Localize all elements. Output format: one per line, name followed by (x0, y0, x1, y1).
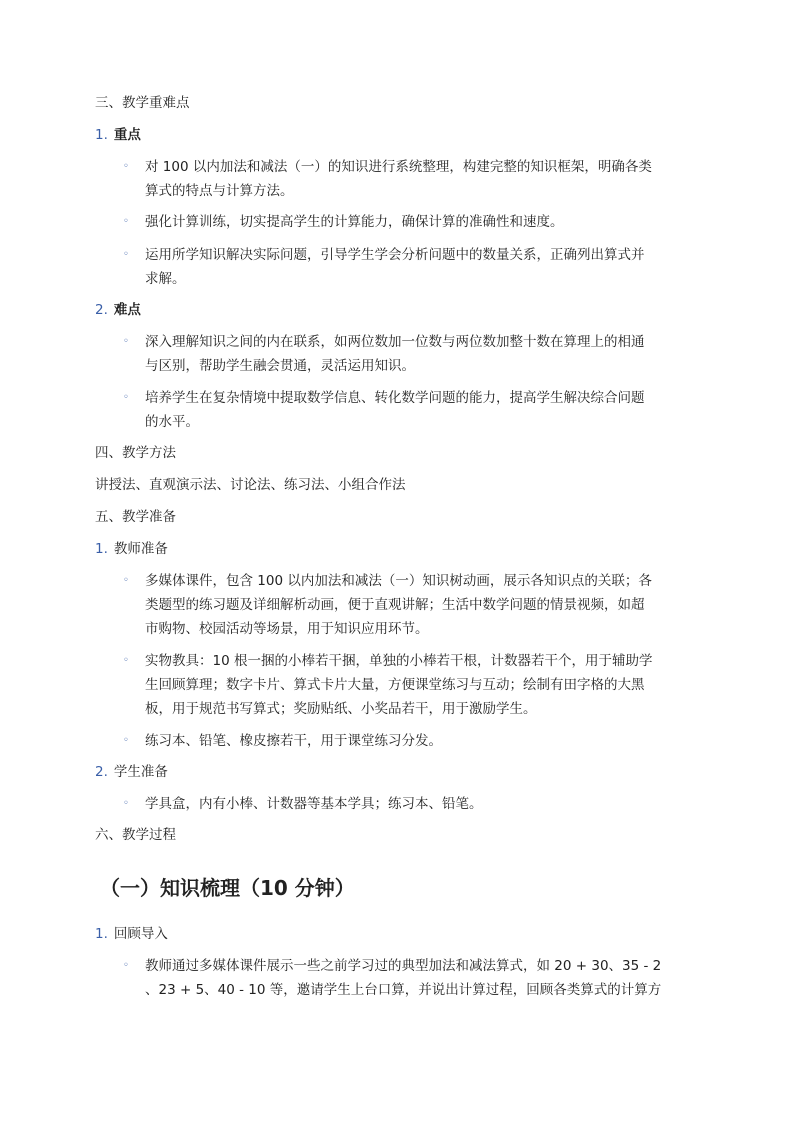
list-item-text: 教师通过多媒体课件展示一些之前学习过的典型加法和减法算式，如 20 + 30、35 - 2 (145, 958, 662, 974)
content-heading: （一）知识梳理（10 分钟） (100, 876, 355, 900)
bullet-icon: ◦ (123, 161, 129, 172)
list-item-text: 市购物、校园活动等场景，用于知识应用环节。 (145, 621, 429, 637)
bullet-icon: ◦ (123, 655, 129, 666)
bullet-icon: ◦ (123, 249, 129, 260)
list-number: 1. (95, 926, 108, 942)
list-number: 2. (95, 764, 108, 780)
subsection-keypoints (95, 125, 141, 145)
subsection-title: 回顾导入 (113, 926, 168, 942)
list-number: 1. (95, 541, 108, 557)
list-item-text: 板，用于规范书写算式；奖励贴纸、小奖品若干，用于激励学生。 (145, 701, 537, 717)
subsection-title: 难点 (113, 302, 141, 318)
section-heading-6: 六、教学过程 (95, 827, 176, 843)
bullet-icon: ◦ (123, 392, 129, 403)
list-item-text: 运用所学知识解决实际问题，引导学生学会分析问题中的数量关系，正确列出算式并 (145, 247, 645, 263)
subsection-teacher-prep (95, 539, 168, 559)
list-item-text: 类题型的练习题及详细解析动画，便于直观讲解；生活中数学问题的情景视频，如超 (145, 597, 645, 613)
list-item-text: 培养学生在复杂情境中提取数学信息、转化数学问题的能力，提高学生解决综合问题 (145, 390, 645, 406)
section-heading-5: 五、教学准备 (95, 509, 176, 525)
bullet-icon: ◦ (123, 575, 129, 586)
bullet-icon: ◦ (123, 960, 129, 971)
subsection-title: 学生准备 (113, 764, 168, 780)
subsection-title: 重点 (113, 127, 141, 143)
list-item-text: 算式的特点与计算方法。 (145, 183, 294, 199)
subsection-difficulties (95, 300, 141, 320)
list-item-text: 生回顾算理；数字卡片、算式卡片大量，方便课堂练习与互动；绘制有田字格的大黑 (145, 677, 645, 693)
bullet-icon: ◦ (123, 336, 129, 347)
methods-text: 讲授法、直观演示法、讨论法、练习法、小组合作法 (95, 477, 406, 493)
list-item-text: 深入理解知识之间的内在联系，如两位数加一位数与两位数加整十数在算理上的相通 (145, 334, 645, 350)
list-number: 2. (95, 302, 108, 318)
section-heading-4: 四、教学方法 (95, 445, 176, 461)
subsection-student-prep (95, 762, 168, 782)
list-item-text: 多媒体课件，包含 100 以内加法和减法（一）知识树动画，展示各知识点的关联；各 (145, 573, 652, 589)
section-heading-3: 三、教学重难点 (95, 95, 190, 111)
list-item-text: 与区别，帮助学生融会贯通，灵活运用知识。 (145, 358, 415, 374)
list-item-text: 练习本、铅笔、橡皮擦若干，用于课堂练习分发。 (145, 733, 442, 749)
list-item-text: 求解。 (145, 271, 186, 287)
bullet-icon: ◦ (123, 216, 129, 227)
list-item-text: 实物教具：10 根一捆的小棒若干捆，单独的小棒若干根，计数器若干个，用于辅助学 (145, 653, 653, 669)
subsection-title: 教师准备 (113, 541, 168, 557)
list-item-text: 、23 + 5、40 - 10 等，邀请学生上台口算，并说出计算过程，回顾各类算式的计算方 (145, 982, 662, 998)
bullet-icon: ◦ (123, 735, 129, 746)
list-item-text: 的水平。 (145, 414, 199, 430)
subsection-review (95, 924, 168, 944)
list-number: 1. (95, 127, 108, 143)
list-item-text: 对 100 以内加法和减法（一）的知识进行系统整理，构建完整的知识框架，明确各类 (145, 159, 652, 175)
list-item-text: 强化计算训练，切实提高学生的计算能力，确保计算的准确性和速度。 (145, 214, 564, 230)
bullet-icon: ◦ (123, 798, 129, 809)
list-item-text: 学具盒，内有小棒、计数器等基本学具；练习本、铅笔。 (145, 796, 483, 812)
